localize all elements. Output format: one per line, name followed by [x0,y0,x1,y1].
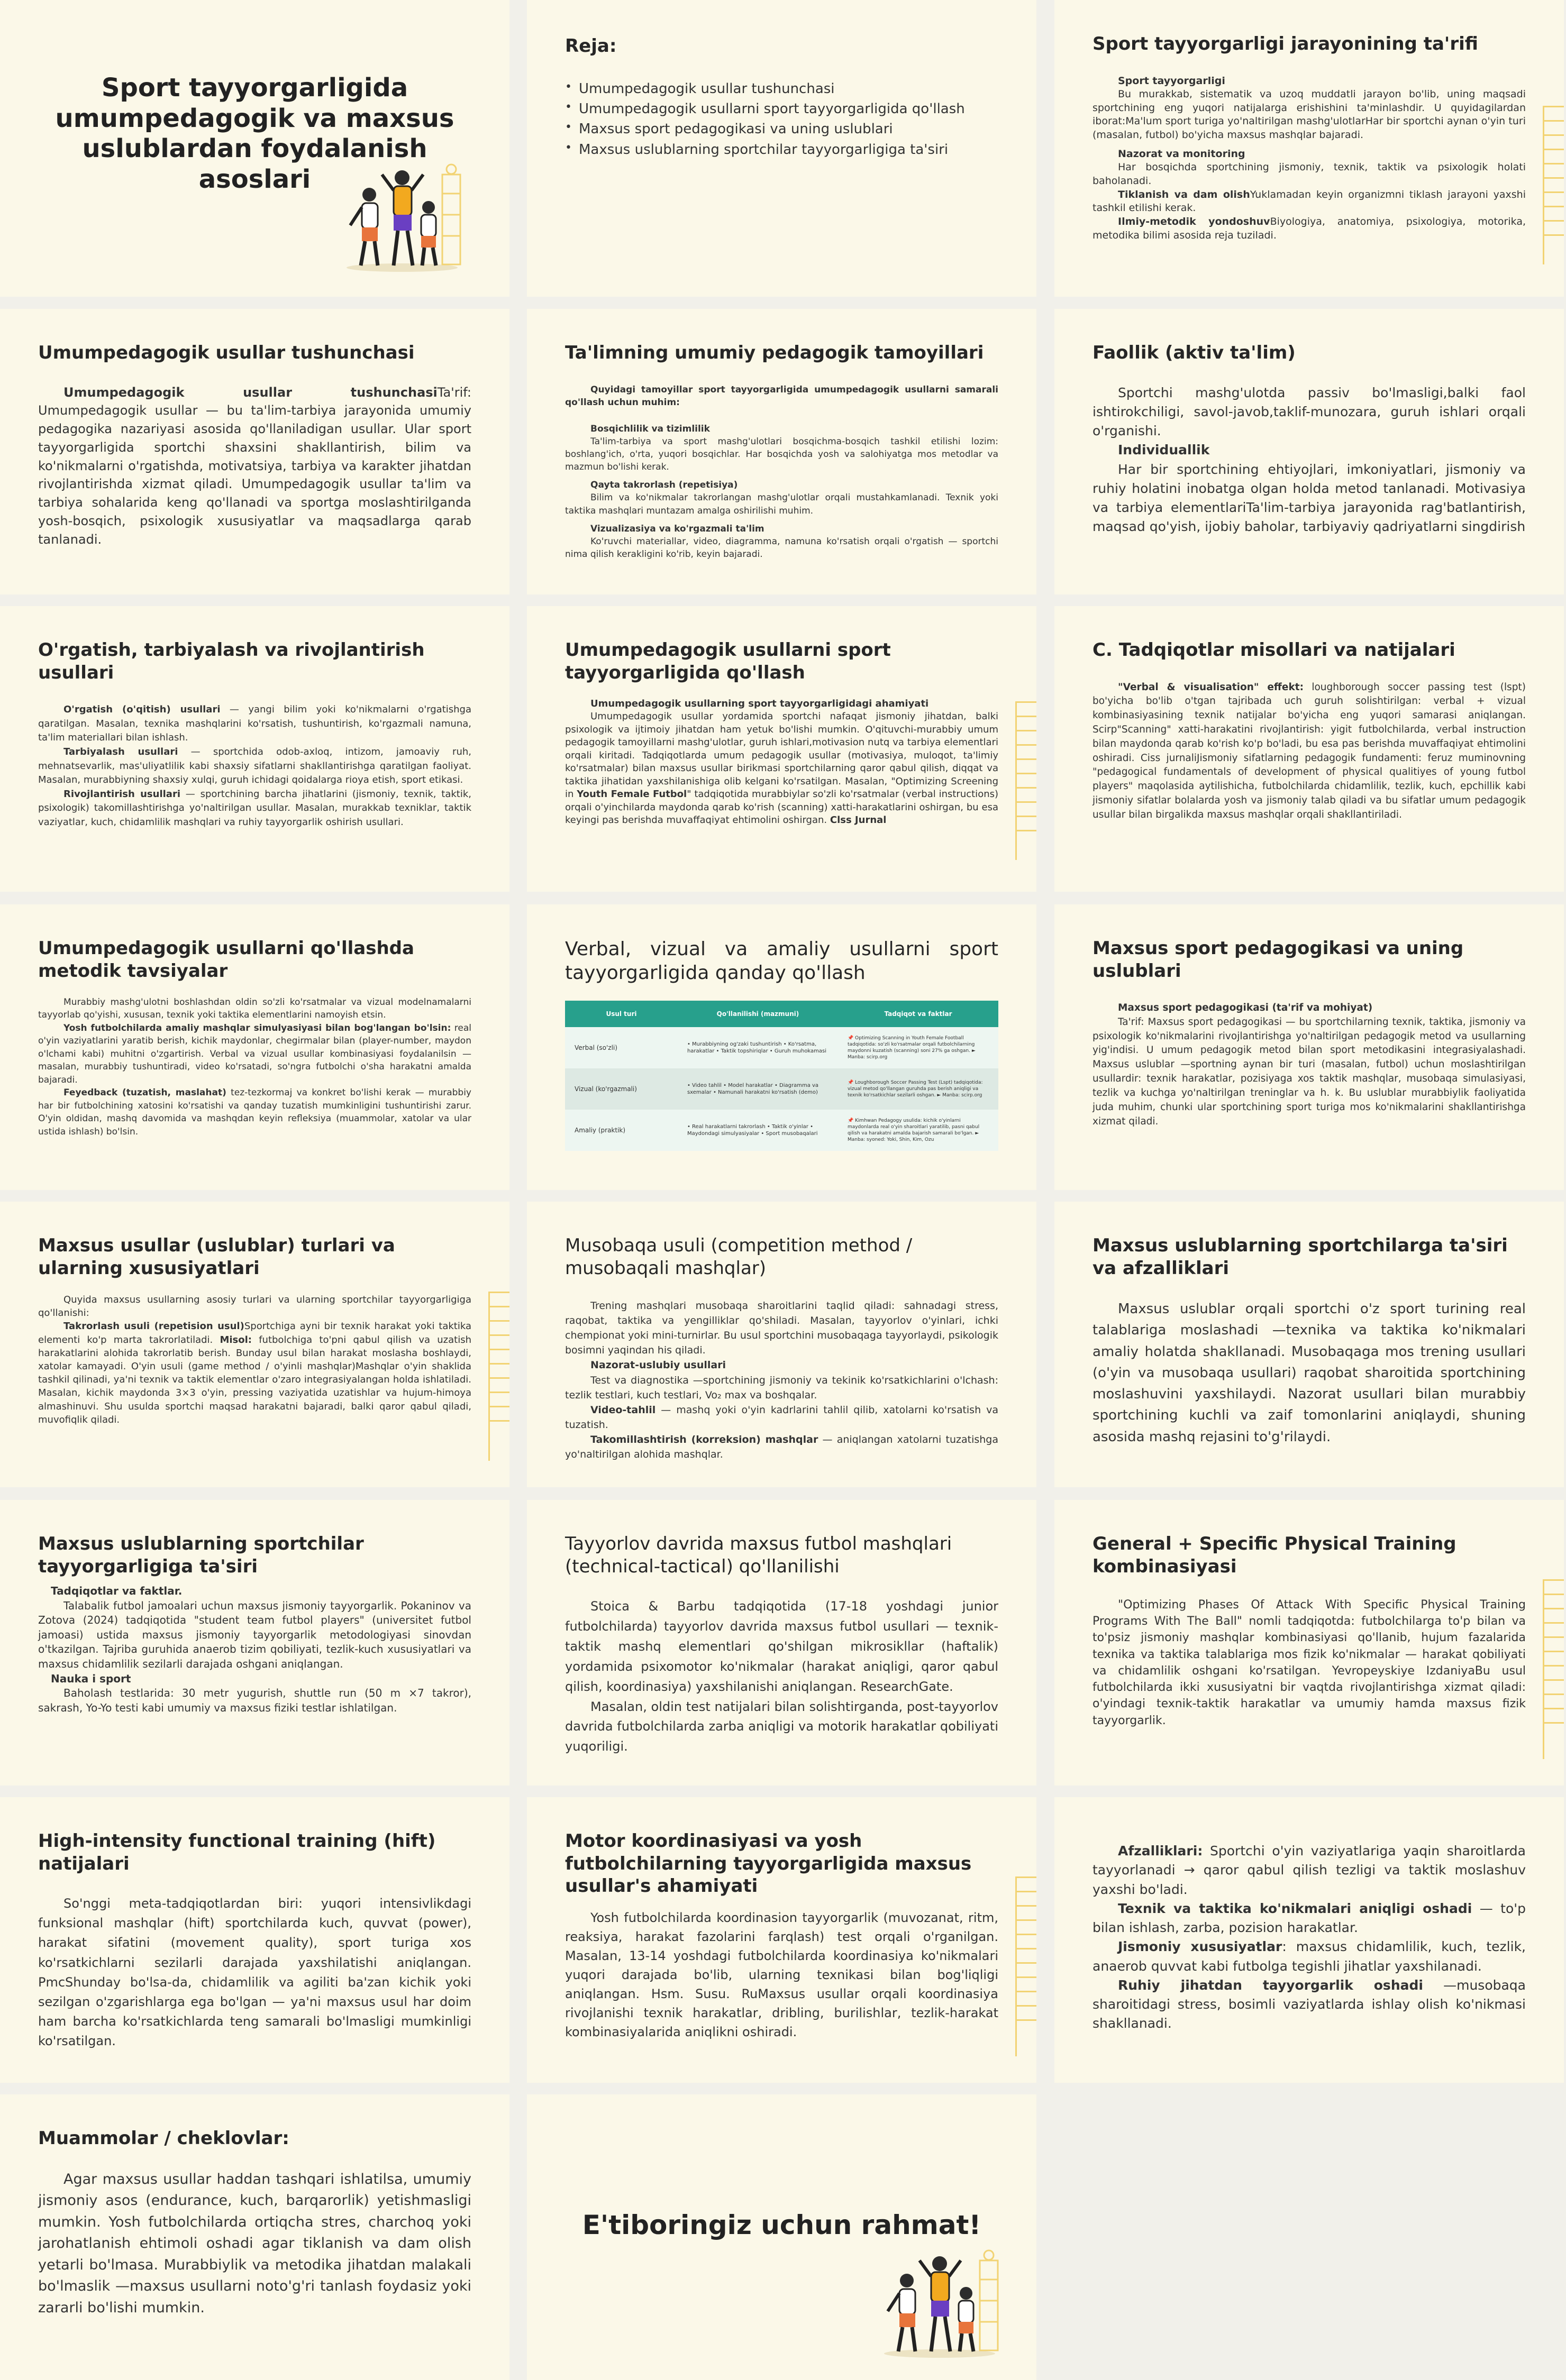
plan-heading: Reja: [565,35,617,57]
slide-sport-definition[interactable] [1054,0,1564,297]
inline-heading: Tiklanish va dam olish [1118,188,1250,200]
slide-heading: Maxsus usullar (uslublar) turlari va ularning xususiyatlari [38,1235,395,1279]
paragraph: Bu murakkab, sistematik va uzoq muddatli jarayon bo'lib, uning maqsadi sportchining eng yuqori natijalarga erishishini ta'minlashdir. U quyidagilardan iborat:Ma'lum sport turiga yo'naltirilgan mashg'ulotlarHar bir sportchi aynan o'yin turi (masalan, futbol) bo'yicha maxsus mashqlar bajaradi. [1092,88,1526,141]
slide-competition-method[interactable] [527,1202,1036,1487]
slide-body [1092,1842,1526,2034]
term: Afzalliklari: [1118,1843,1203,1859]
slide-heading: Ta'limning umumiy pedagogik tamoyillari [565,342,984,363]
slide-teaching-methods[interactable] [0,606,509,892]
slide-heading: Maxsus uslublarning sportchilar tayyorgarligiga ta'siri [38,1533,364,1577]
slide-body [38,703,471,830]
slide-plan[interactable] [527,0,1036,297]
table-row [565,1110,998,1151]
paragraph: Baholash testlarida: 30 metr yugurish, shuttle run (50 m ×7 takror), sakrash, Yo-Yo testi kabi umumiy va maxsus fiziki testlar ishlatilgan. [38,1687,471,1714]
plan-list [565,79,998,160]
slide-body [38,1584,471,1715]
term: Feyedback (tuzatish, maslahat) [63,1087,226,1099]
lead-term: Umumpedagogik usullar tushunchasi [63,385,438,400]
slide-problems[interactable] [0,2094,509,2380]
slide-motor-coordination[interactable] [527,1797,1036,2083]
slide-body [38,996,471,1138]
paragraph: Test va diagnostika —sportchining jismoniy va tekinik ko'rsatkichlarini o'lchash: tezlik testlari, kuch testlari, Vo₂ max va boshqalar. [565,1374,998,1401]
intro: Quyidagi tamoyillar sport tayyorgarligida umumpedagogik usullarni samarali qo'llash uchun muhim: [565,384,998,408]
term: Video-tahlil [590,1404,656,1416]
term: Youth Female Futbol [577,789,687,800]
paragraph: Masalan, oldin test natijalari bilan solishtirganda, post-tayyorlov davrida futbolchilarda zarba aniqligi va motorik harakatlar qobiliyati yuqoriligi. [565,1699,998,1754]
slide-technical-tactical[interactable] [527,1500,1036,1786]
paragraph: Talabalik futbol jamoalari uchun maxsus jismoniy tayyorgarlik. Pokaninov va Zotova (2024) tadqiqotida "student team futbol players" (universitet futbol jamoasi) ustida maxsus jismoniy tayyorgarlik metodologiyasi sinovdan o'tkazilgan. Tajriba guruhida anaerob tizim qobiliyati, tezlik-kuch xususiyatlari va maxsus chidamlilik sezilarli darajada oshgani aniqlangan. [38,1599,471,1670]
slide-title[interactable] [0,0,509,297]
inline-heading: Ilmiy-metodik yondoshuv [1118,215,1270,227]
table-cell: • Real harakatlarni takrorlash • Taktik o'yinlar • Maydondagi simulyasiyalar • Sport musobaqalari [678,1110,838,1151]
slide-heading: Maxsus sport pedagogikasi va uning uslublari [1092,938,1464,982]
subheading: Tadqiqotlar va faktlar. [51,1585,183,1597]
slide-heading: Umumpedagogik usullarni qo'llashda metodik tavsiyalar [38,938,414,982]
term: Misol: [220,1334,252,1345]
term: Takrorlash usuli (repetision usul) [63,1321,244,1332]
paragraph: — to'p bilan ishlash, zarba, pozision harakatlar. [1092,1900,1526,1935]
slide-heading: Verbal, vizual va amaliy usullarni sport tayyorgarligida qanday qo'llash [565,938,998,984]
column-header: Tadqiqot va faktlar [838,1001,998,1027]
term: Texnik va taktika ko'nikmalari aniqligi oshadi [1118,1900,1472,1916]
thanks-title: E'tiboringiz uchun rahmat! [582,2210,981,2240]
slide-principles[interactable] [527,309,1036,594]
term: O'rgatish (o'qitish) usullari [63,704,221,715]
paragraph: — mashq yoki o'yin kadrlarini tahlil qilib, xatolarni ko'rsatish va tuzatish. [565,1404,998,1431]
term: "Verbal & visualisation" effekt: [1118,681,1304,693]
presentation-title: Sport tayyorgarligida umumpedagogik va maxsus uslublardan foydalanish asoslari [55,73,454,194]
paragraph: —musobaqa sharoitidagi stress, bosimli vaziyatlarda ishlay olish ko'nikmasi shakllanadi. [1092,1977,1526,2031]
term: Rivojlantirish usullari [63,788,180,800]
table-cell: Vizual (ko'rgazmali) [565,1068,678,1110]
slide-body [565,383,998,561]
paragraph: "Optimizing Phases Of Attack With Specific Physical Training Programs With The Ball" nomli tadqiqotda: futbolchilarga to'p bilan va to'psiz jismoniy mashqlar kombinasiyasi qo'llanib, hujum fazalarida texnika va taktika talablariga mos fizik ko'nikmalar — harakat qobiliyati va chidamlilik oshgani ko'rsatilgan. Yevropeyskiye IzdaniyaBu usul futbolchilarda ikki xususiyatni bir vaqtda rivojlantirishga xizmat qiladi: o'yindagi texnik-taktik harakatlar va umumiy hamda maxsus fizik tayyorgarlik. [1092,1598,1526,1727]
term: Ruhiy jihatdan tayyorgarlik oshadi [1118,1977,1423,1993]
paragraph: : maxsus chidamlilik, kuch, tezlik, anaerob quvvat kabi futbolga tegishli jihatlar yaxshilanadi. [1092,1939,1526,1974]
slide-research-examples[interactable] [1054,606,1564,892]
slide-body [565,698,998,827]
slide-heading: Muammolar / cheklovlar: [38,2128,289,2149]
ladder-decoration [488,1292,509,1461]
slide-thanks[interactable] [527,2094,1036,2380]
slide-special-effects[interactable] [0,1500,509,1786]
paragraph: futbolchiga to'pni qabul qilish va uzatish harakatlarini alohida takrorlatib berish. Bunday usul bilan harakat moslasha boshlaydi, xatolar kamayadi. O'yin usuli (game method / o'yinli mashqlar)Mashqlar o'yin shaklida tashkil qilinadi, ya'ni texnik va taktik elementlar o'zaro integrasiyalangan holda ishlatiladi. Masalan, kichik maydonda 3×3 o'yin, pressing vaziyatida uzatishlar va hujum-himoya almashinuvi. Shu usulda sportchi maqsad harakatni bajaradi, balki qaror qabul qiladi, muvofiqlik qiladi. [38,1334,471,1425]
slide-heading: Umumpedagogik usullar tushunchasi [38,342,415,363]
paragraph: Sportchiga ayni bir texnik harakat yoki taktika elementi ko'p marta takrorlatiladi. [38,1321,471,1345]
paragraph: loughborough soccer passing test (lspt) bo'yicha bo'lib o'tgan tajribada uch guruh solishtirilgan: verbal + vizual kombinasiyasining texnik natijalar bo'yicha eng yuqori samarasi aniqlangan. Scirp"Scanning" xatti-harakatini rivojlantirish: yigit futbolchilarda, verbal instruction bilan maydonda qarab ko'rish ko'p bo'ladi, bu esa pas berishda muvaffaqiyat ehtimolini oshiradi. Ciss jurnaliJismoniy sifatlarning pedagogik fundamenti: feruz muminovning "pedagogical fundamentals of development of physical qualitiyes of young futbol players" maqolasida aytilishicha, futbolchilarda chidamlilik, tezlik, kuch, epchillik kabi jismoniy sifatlar bolalarda yosh va jismoniy talab qiladi va bu sifatlar umum pedagogik usullar bilan birgalikda maxsus mashqlar orqali shakllantiriladi. [1092,681,1526,820]
slide-heading: High-intensity functional training (hift) natijalari [38,1830,436,1874]
slide-heading: Musobaqa usuli (competition method / musobaqali mashqlar) [565,1235,913,1279]
paragraph: Yuklamadan keyin organizmni tiklash jarayoni yaxshi tashkil etilishi kerak. [1092,188,1526,214]
slide-general-specific[interactable] [1054,1500,1564,1786]
subheading: Nazorat-uslubiy usullari [590,1359,726,1371]
subheading: Bosqichlilik va tizimlilik [590,423,710,434]
paragraph: Maxsus uslublar orqali sportchi o'z sport turining real talablariga moslashadi —texnika va taktika ko'nikmalari amaliy holatda shakllanadi. Musobaqaga mos trening usullari (o'yin va musobaqa usullari) raqobat sharoitida sportchining moslashuvini yaxshilaydi. Nazorat usullari bilan murabbiy sportchining kuchli va zaif tomonlarini aniqlaydi, shuning asosida mashq rejasini to'g'rilaydi. [1092,1301,1526,1445]
column-header: Qo'llanilishi (mazmuni) [678,1001,838,1027]
subheading: Nazorat va monitoring [1118,148,1245,160]
slide-body [1092,1298,1526,1448]
paragraph: Quyida maxsus usullarning asosiy turlari va ularning sportchilar tayyorgarligiga qo'llanishi: [38,1294,471,1319]
paragraph: So'nggi meta-tadqiqotlardan biri: yuqori intensivlikdagi funksional mashqlar (hift) sportchilarda kuch, quvvat (power), harakat sifatini (movement quality), sport turiga xos ko'rsatkichlarni sezilarli darajada yaxshilatishi aniqlangan. PmcShunday bo'lsa-da, chidamlilik va agiliti ba'zan kichik yoki sezilgan o'zgarishlarga ega bo'lgan — ya'ni maxsus usul har doim ham barcha ko'rsatkichlarda teng samarali bo'lmasligi mumkinligi ko'rsatilgan. [38,1896,471,2049]
table-row [565,1068,998,1110]
slide-heading: O'rgatish, tarbiyalash va rivojlantirish usullari [38,639,425,683]
table-cell: Amaliy (praktik) [565,1110,678,1151]
paragraph: Agar maxsus usullar haddan tashqari ishlatilsa, umumiy jismoniy asos (endurance, kuch, barqarorlik) yetishmasligi mumkin. Yosh futbolchilarda ortiqcha stres, charchoq yoki jarohatlanish ehtimoli oshadi agar tiklanish va dam olish yetarli bo'lmasa. Murabbiylik va metodika jihatdan malakali bo'lmaslik —maxsus usullarni noto'g'ri tanlash foydasiz yoki zararli bo'lishi mumkin. [38,2171,471,2316]
slide-heading: Umumpedagogik usullarni sport tayyorgarligida qo'llash [565,639,891,683]
athletes-illustration [876,2248,1003,2359]
ladder-decoration [1015,701,1036,860]
slide-body [565,1597,998,1757]
subheading: Individuallik [1118,442,1210,458]
term: Yosh futbolchilarda amaliy mashqlar simulyasiyasi bilan bog'langan bo'lsin: [63,1022,451,1033]
table-cell: 📌 Kimhwan Pedagogy usulida: kichik o'yinlarni maydonlarda real o'yin sharoitlari yaratilib, pasni qabul qilish va harakatni amalda bajarish samarali bo'lgan. ► Manba: syoned: Yoki, Shin, Kim, Ozu [838,1110,998,1151]
table-cell: • Video tahlil • Model harakatlar • Diagramma va sxemalar • Namunali harakatni ko'rsatish (demo) [678,1068,838,1110]
paragraph: — sportchining barcha jihatlarini (jismoniy, texnik, taktik, psixologik) takomillashtirishga yo'naltirilgan usullar. Masalan, murakkab texniklar, taktik vaziyatlar, kuch, chidamlilik mashqlari va ruhiy tayyorgarlik oshirish usullari. [38,788,471,828]
slide-advantages[interactable] [1054,1797,1564,2083]
paragraph: Bilim va ko'nikmalar takrorlangan mashg'ulotlar orqali mustahkamlanadi. Texnik yoki taktika mashqlari muntazam amalga oshirilishi muhim. [565,492,998,516]
paragraph: Trening mashqlari musobaqa sharoitlarini taqlid qiladi: sahnadagi stress, raqobat, taktika va yengilliklar qo'shiladi. Masalan, tayyorlov o'yinlari, ichki chempionat yoki mini-turnirlar. Bu usul sportchini musobaqaga tayyorlaydi, psikologik bosimni yaqindan his qiladi. [565,1300,998,1357]
paragraph: Har bosqichda sportchining jismoniy, texnik, taktik va psixologik holati baholanadi. [1092,161,1526,187]
slide-body [565,1298,998,1462]
slide-special-advantages[interactable] [1054,1202,1564,1487]
slide-heading: Faollik (aktiv ta'lim) [1092,342,1296,363]
subheading: Vizualizasiya va ko'rgazmali ta'lim [590,523,764,534]
slide-body [38,383,471,549]
paragraph: Ta'rif: Maxsus sport pedagogikasi — bu sportchilarning texnik, taktika, jismoniy va psixologik ko'nikmalarini rivojlantirishga yo'naltirilgan pedagogik metod va usullarning yig'indisi. U umum pedagogik metod bilan sport metodikasini integrasiyalashadi. Maxsus uslublar —sportning aynan bir turi (masalan, futbol) uchun moslashtirilgan usullardir: texnik harakatlar, pozisiyaga xos taktik mashqlar, musobaqa simulasiyasi, tezlik va kuchga yo'naltirilgan treninglar va h. k. Bu uslublar murabbiylik faoliyatida juda muhim, chunki ular sportchining sport turiga mos ko'nikmalarini shakllantirishga xizmat qiladi. [1092,1016,1526,1127]
paragraph: real o'yin vaziyatlarini yaratib berish, kichik maydonlar, chegirmalar bilan (player-number, maydon o'lchami kabi) muhitni o'zgartirish. Verbal va vizual usullar kombinasiyasi foydalanilsin — masalan, murabbiy tushuntiradi, video ko'rsatadi, so'ngra futbolchi o'sha harakatni amalda bajaradi. [38,1022,471,1085]
ladder-decoration [1015,1876,1036,2056]
paragraph: Biyologiya, anatomiya, psixologiya, motorika, metodika bilimi asosida reja tuziladi. [1092,215,1526,241]
slide-heading: C. Tadqiqotlar misollari va natijalari [1092,639,1455,661]
plan-item: • Maxsus uslublarning sportchilar tayyorgarligiga ta'siri [565,140,998,160]
table-row [565,1027,998,1068]
paragraph: Stoica & Barbu tadqiqotida (17-18 yoshdagi junior futbolchilarda) tayyorlov davrida maxsus futbol usullari — texnik-taktik mashq elementlari qo'shilgan mikrosikllar (haftalik) yordamida psixomotor ko'nikmalar (harakat aniqligi, qaror qabul qilish, koordinasiya) yaxshilanishi aniqlangan. ResearchGate. [565,1599,998,1694]
paragraph: Umumpedagogik usullar yordamida sportchi nafaqat jismoniy jihatdan, balki psixologik va ijtimoiy jihatdan ham yetuk bo'lishi mumkin. O'qituvchi-murabbiy umum pedagogik tamoyillarni mashg'ulotlar, guruh ishlari,motivasion nutq va tarbiya elementlari orqali kiritadi. Tadqiqotlarda umum pedagogik usullar (motivasiya, muloqot, ta'limiy ko'rsatmalar) bilan maxsus usullar birikmasi sportchilarning qaror qabul qilish, diqqat va taktika jihatidan yaxshilanishiga olib kelgani ko'rsatilgan. Masalan, "Optimizing Screening in [565,711,998,800]
table-cell: • Murabbiyning og'zaki tushuntirish • Ko'rsatma, harakatlar • Taktik topshiriqlar • Guruh muhokamasi [678,1027,838,1068]
slide-body [565,1908,998,2042]
paragraph: — sportchida odob-axloq, intizom, jamoaviy ruh, mehnatsevarlik, mas'uliyatlilik kabi shaxsiy sifatlarni shakllantirishga qaratilgan faoliyat. Masalan, murabbiyning shaxsiy xulqi, guruh ichidagi qoidalarga rioya etish, sport etikasi. [38,746,471,786]
paragraph: Sportchi mashg'ulotda passiv bo'lmasligi,balki faol ishtirokchiligi, savol-javob,taklif-munozara, guruh ishlari orqali o'rganishi. [1092,385,1526,438]
slide-body [1092,681,1526,822]
paragraph: Sportchi o'yin vaziyatlariga yaqin sharoitlarda tayyorlanadi → qaror qabul qilish tezligi va taktik moslashuv yaxshi bo'ladi. [1092,1843,1526,1897]
slide-body [1092,75,1526,243]
paragraph: Har bir sportchining ehtiyojlari, imkoniyatlari, jismoniy va ruhiy holatini inobatga olgan holda metod tanlanadi. Motivasiya va tarbiya elementlariTa'lim-tarbiya jarayonida rag'batlantirish, maqsad qo'yish, ijobiy baholar, tarbiyaviy qadriyatlarni singdirish [1092,461,1526,535]
paragraph: " tadqiqotida murabbiylar so'zli ko'rsatmalar (verbal instructions) orqali o'yinchilarda maydonda qarab ko'rish (scanning) xatti-harakatlarini oshirgan, bu esa keyingi pas berishda muvaffaqiyat ehtimolini oshirgan. [565,789,999,826]
plan-item: • Umumpedagogik usullar tushunchasi [565,79,998,99]
paragraph: Yosh futbolchilarda koordinasion tayyorgarlik (muvozanat, ritm, reaksiya, harakat fazolarini farqlash) test orqali o'rganilgan. Masalan, 13-14 yoshdagi futbolchilarda koordinasiya ko'nikmalari yuqori darajada bo'lib, ularning texnikasi bilan bog'liqligi aniqlangan. Hsm. Susu. RuMaxsus usullar orqali koordinasiya rivojlanishi texnik harakatlar, dribling, burilishlar, tezlik-harakat kombinasiyalarida aniqlikni oshiradi. [565,1910,998,2039]
slide-hift[interactable] [0,1797,509,2083]
slide-special-method-types[interactable] [0,1202,509,1487]
slide-special-pedagogy[interactable] [1054,904,1564,1190]
slide-heading: Sport tayyorgarligi jarayonining ta'rifi [1092,33,1478,54]
methods-table [565,1001,998,1151]
paragraph: — aniqlangan xatolarni tuzatishga yo'naltirilgan alohida mashqlar. [565,1433,998,1461]
slide-body [38,1894,471,2052]
plan-item: • Umumpedagogik usullarni sport tayyorgarligida qo'llash [565,99,998,119]
term: Tarbiyalash usullari [63,746,178,757]
paragraph: Ko'ruvchi materiallar, video, diagramma, namuna ko'rsatish orqali o'rgatish — sportchi nima qilish kerakligini ko'rib, keyin bajaradi. [565,536,998,560]
table-header-row [565,1001,998,1027]
slide-body [1092,1001,1526,1129]
paragraph: — yangi bilim yoki ko'nikmalarni o'rgatishga qaratilgan. Masalan, texnika mashqlarini ko'rsatish, tushuntirish, ko'rgazmali namuna, ta'lim materiallari bilan ishlash. [38,704,471,744]
column-header: Usul turi [565,1001,678,1027]
slide-heading: Tayyorlov davrida maxsus futbol mashqlari (technical-tactical) qo'llanilishi [565,1533,952,1577]
paragraph: tez-tezkormaj va konkret bo'lishi kerak — murabbiy har bir futbolchining xatosini ko'rsatishi va qanday tuzatish mumkinligini tushuntirishi zarur. O'yin oldidan, mashq davomida va mashqdan keyin refleksiya (muammolar, xatolar va ular ustida ishlash) bo'lsin. [38,1087,471,1137]
paragraph: Ta'lim-tarbiya va sport mashg'ulotlari bosqichma-bosqich tashkil etilishi lozim: boshlang'ich, o'rta, yuqori bosqichlar. Har bosqichda yosh va salohiyatga mos metodlar va mazmun bo'lishi kerak. [565,436,998,473]
slide-recommendations[interactable] [0,904,509,1190]
slide-heading: Maxsus uslublarning sportchilarga ta'siri va afzalliklari [1092,1235,1508,1279]
table-cell: Verbal (so'zli) [565,1027,678,1068]
slide-heading: Motor koordinasiyasi va yosh futbolchilarning tayyorgarligida maxsus usullar's ahamiyati [565,1830,972,1897]
subheading: Nauka i sport [51,1672,131,1685]
table-cell: 📌 Optimizing Scanning in Youth Female Football tadqiqotida: so'zli ko'rsatmalar orqali futbolchilarning maydonni kuzatish (scanning) soni 27% ga oshgan. ► Manba: scirp.org [838,1027,998,1068]
slide-applying-methods[interactable] [527,606,1036,892]
slide-heading: General + Specific Physical Training kombinasiyasi [1092,1533,1456,1577]
slide-active-learning[interactable] [1054,309,1564,594]
athletes-illustration [339,162,466,273]
slide-general-methods[interactable] [0,309,509,594]
ladder-decoration [1543,106,1564,264]
ladder-decoration [1543,1579,1564,1759]
table-cell: 📌 Loughborough Soccer Passing Test (Lspt) tadqiqotida: vizual metod qo'llangan guruhda pas berish aniqligi va texnik ko'rsatkichlar sezilarli oshgan. ► Manba: scirp.org [838,1068,998,1110]
paragraph: Ta'rif: Umumpedagogik usullar — bu ta'lim-tarbiya jarayonida umumiy pedagogika nazariyasi asosida qo'llaniladigan usullar. Ular sport tayyorgarligida sportchi shaxsini shakllantirish, bilim va ko'nikmalarni o'rgatishda, motivatsiya, tarbiya va karakter jihatdan rivojlantirishda xizmat qiladi. Umumpedagogik usullar ta'lim va tarbiya sohalarida keng qo'llanadi va sportga moslashtirilganda yosh-bosqich, psixologik xususiyatlar va maqsadlarga qarab tanlanadi. [38,385,471,547]
source: Clss Jurnal [830,814,887,826]
subheading: Qayta takrorlash (repetisiya) [590,480,738,491]
slide-verbal-visual-table[interactable] [527,904,1036,1190]
plan-item: • Maxsus sport pedagogikasi va uning uslublari [565,119,998,139]
subheading: Umumpedagogik usullarning sport tayyorgarligidagi ahamiyati [590,698,929,709]
subheading: Sport tayyorgarligi [1118,75,1225,87]
slide-body [38,1293,471,1426]
term: Takomillashtirish (korreksion) mashqlar [590,1433,818,1445]
term: Jismoniy xususiyatlar [1118,1939,1282,1955]
slide-body [1092,1597,1526,1729]
paragraph: Murabbiy mashg'ulotni boshlashdan oldin so'zli ko'rsatmalar va vizual modelnamalarni tayyorlab qo'yishi, xususan, texnik yoki taktika elementlarini namoyish etsin. [38,997,471,1021]
slide-body [38,2169,471,2319]
slide-body [1092,383,1526,537]
subheading: Maxsus sport pedagogikasi (ta'rif va mohiyat) [1118,1002,1373,1013]
